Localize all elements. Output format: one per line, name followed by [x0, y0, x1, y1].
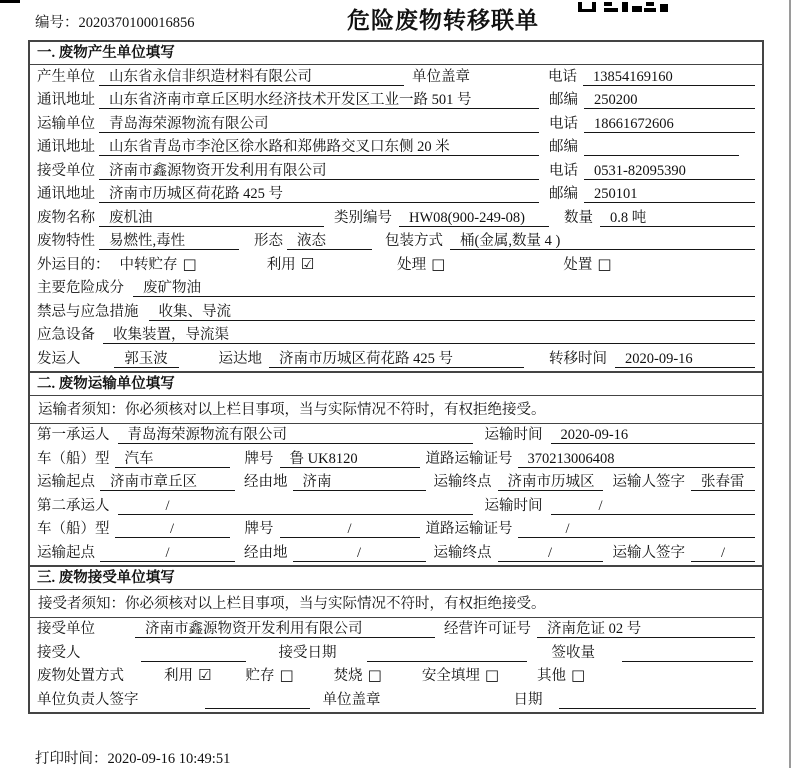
accept-person-value: [141, 644, 246, 662]
carrier2-via-value: /: [293, 544, 426, 562]
accept-unit-value: 济南市鑫源物资开发利用有限公司: [135, 620, 435, 638]
hazard-value: 废矿物油: [133, 279, 755, 297]
vehicle-label: 车（船）型: [37, 450, 110, 467]
purpose-option-treat: [397, 253, 445, 274]
phone-label: 电话: [549, 162, 578, 179]
producer-address-value: 山东省济南市章丘区明水经济技术开发区工业一路 501 号: [99, 91, 539, 109]
carrier2-vehicle-value: /: [115, 520, 230, 538]
carrier2-time-value: /: [551, 497, 756, 515]
row-waste-name: [30, 206, 762, 230]
row-receiver: [30, 159, 762, 183]
row-manager-sign: [30, 688, 762, 712]
row-emergency: [30, 300, 762, 324]
permit-label: 道路运输证号: [425, 450, 513, 467]
destination-value: 济南市历城区荷花路 425 号: [269, 350, 524, 368]
permit-label: 道路运输证号: [425, 521, 513, 537]
row-equipment: [30, 324, 762, 348]
producer-label: 产生单位: [37, 68, 95, 85]
disposal-option-label: 安全填埋: [421, 668, 480, 684]
row-carrier1-vehicle: [30, 447, 762, 471]
carrier1-end-value: 济南市历城区: [498, 473, 603, 491]
carrier2-end-value: /: [498, 544, 603, 562]
row-hazard: [30, 277, 762, 301]
quantity-label: 数量: [564, 209, 593, 226]
checkbox-unchecked-icon: □: [431, 254, 446, 273]
receiver-phone-value: 0531-82095390: [584, 162, 755, 180]
row-accept-person: [30, 641, 762, 665]
disposal-label: 废物处置方式: [37, 668, 124, 684]
row-producer: [30, 65, 762, 89]
disposal-option-landfill: [422, 664, 499, 685]
disposal-option-label: 贮存: [245, 668, 275, 684]
shipper-value: 郭玉波: [114, 350, 179, 368]
form-label: 形态: [254, 233, 283, 249]
purpose-option-label: 中转贮存: [119, 256, 178, 273]
zip-label: 邮编: [549, 186, 578, 202]
row-carrier2: [30, 494, 762, 518]
transfer-time-label: 转移时间: [549, 350, 607, 367]
accept-person-label: 接受人: [37, 644, 81, 661]
shipper-label: 发运人: [37, 350, 81, 367]
row-transporter-address: [30, 136, 762, 160]
category-label: 类别编号: [334, 209, 392, 226]
amount-label: 签收量: [551, 644, 595, 661]
disposal-option-other: [537, 664, 585, 685]
character-label: 废物特性: [37, 233, 95, 249]
license-value: 济南危证 02 号: [537, 620, 755, 638]
checkbox-unchecked-icon: □: [279, 666, 294, 684]
disposal-option-utilize: [164, 664, 211, 685]
address-label: 通讯地址: [37, 186, 95, 202]
producer-value: 山东省永信非织造材料有限公司: [99, 68, 404, 86]
manager-sign-value: [205, 691, 310, 709]
equipment-label: 应急设备: [37, 327, 95, 343]
checkbox-checked-icon: ☑: [300, 254, 315, 273]
serial-label: 编号：: [35, 15, 79, 31]
address-label: 通讯地址: [37, 92, 95, 108]
via-label: 经由地: [244, 544, 288, 561]
transfer-time-value: 2020-09-16: [615, 350, 755, 368]
section1-header: 一. 废物产生单位填写: [30, 42, 762, 65]
row-carrier2-vehicle: [30, 518, 762, 542]
disposal-option-label: 焚烧: [333, 668, 363, 684]
carrier2-origin-value: /: [100, 544, 235, 562]
purpose-option-label: 处理: [397, 256, 427, 273]
accept-date-value: [367, 644, 527, 662]
manager-sign-label: 单位负责人签字: [37, 691, 139, 708]
transporter-phone-value: 18661672606: [584, 115, 755, 133]
producer-phone-value: 13854169160: [583, 68, 755, 86]
carrier1-origin-value: 济南市章丘区: [100, 473, 235, 491]
phone-label: 电话: [549, 115, 578, 132]
transporter-address-value: 山东省青岛市李沧区徐水路和郑佛路交叉口东侧 20 米: [99, 138, 539, 156]
purpose-option-utilize: [267, 253, 314, 274]
purpose-option-dispose: [563, 253, 611, 274]
plate-label: 牌号: [244, 521, 274, 537]
section2-notice: 运输者须知：你必须核对以上栏目事项，当与实际情况不符时，有权拒绝接受。: [30, 396, 762, 424]
row-purpose: [30, 253, 762, 277]
sign-label: 运输人签字: [612, 544, 685, 561]
row-accept-unit: [30, 618, 762, 642]
accept-unit-label: 接受单位: [37, 621, 95, 637]
transport-time-label: 运输时间: [484, 497, 543, 514]
carrier2-sign-value: /: [691, 544, 755, 562]
row-carrier2-route: [30, 541, 762, 565]
license-label: 经营许可证号: [444, 621, 531, 637]
checkbox-unchecked-icon: □: [571, 666, 586, 684]
purpose-option-label: 利用: [266, 256, 296, 273]
date-label: 日期: [513, 691, 543, 708]
page-title: 危险废物转移联单: [347, 8, 539, 33]
section3-notice: 接受者须知：你必须核对以上栏目事项，当与实际情况不符时，有权拒绝接受。: [30, 590, 762, 618]
end-label: 运输终点: [433, 474, 492, 490]
disposal-option-storage: [245, 664, 293, 685]
disposal-option-incinerate: [334, 664, 382, 685]
vehicle-label: 车（船）型: [37, 521, 110, 537]
character-value: 易燃性,毒性: [99, 232, 239, 250]
qr-code-icon: [578, 0, 670, 18]
row-disposal: [30, 665, 762, 689]
transporter-value: 青岛海荣源物流有限公司: [99, 115, 539, 133]
document-header: [0, 0, 796, 40]
carrier2-plate-value: /: [280, 520, 420, 538]
amount-value: [622, 644, 753, 662]
section3-header: 三. 废物接受单位填写: [30, 565, 762, 590]
row-waste-character: [30, 230, 762, 254]
print-time-label: 打印时间：: [35, 751, 108, 767]
receiver-address-value: 济南市历城区荷花路 425 号: [99, 185, 539, 203]
date2-value: [559, 691, 756, 709]
carrier1-sign-value: 张春雷: [691, 473, 755, 491]
receiver-label: 接受单位: [37, 162, 95, 179]
purpose-option-label: 处置: [563, 256, 593, 273]
transport-time-label: 运输时间: [484, 427, 543, 443]
end-label: 运输终点: [433, 544, 492, 561]
section2-header: 二. 废物运输单位填写: [30, 371, 762, 396]
waste-name-value: 废机油: [99, 209, 324, 227]
checkbox-unchecked-icon: □: [484, 666, 500, 684]
carrier2-value: /: [118, 497, 473, 515]
emergency-value: 收集、导流: [149, 303, 756, 321]
form-value: 液态: [287, 232, 372, 250]
print-time: [35, 747, 230, 768]
phone-label: 电话: [548, 68, 577, 85]
seal-label: 单位盖章: [322, 691, 381, 708]
zip-label: 邮编: [549, 139, 578, 155]
origin-label: 运输起点: [37, 544, 95, 561]
carrier1-time-value: 2020-09-16: [551, 426, 756, 444]
plate-label: 牌号: [244, 450, 274, 467]
carrier1-vehicle-value: 汽车: [115, 450, 230, 468]
page-edge-divider: [789, 0, 791, 768]
print-time-value: 2020-09-16 10:49:51: [107, 751, 231, 767]
row-shipper: [30, 347, 762, 371]
carrier1-value: 青岛海荣源物流有限公司: [118, 426, 473, 444]
waste-name-label: 废物名称: [37, 209, 95, 226]
checkbox-unchecked-icon: □: [597, 254, 612, 273]
manifest-form: [28, 40, 764, 714]
checkbox-unchecked-icon: □: [367, 666, 382, 684]
producer-zip-value: 250200: [584, 91, 755, 109]
serial-value: 2020370100016856: [78, 15, 195, 31]
carrier1-permit-value: 370213006408: [518, 450, 756, 468]
sign-label: 运输人签字: [612, 474, 685, 490]
hazard-label: 主要危险成分: [37, 280, 124, 296]
quantity-value: 0.8 吨: [600, 209, 755, 227]
checkbox-checked-icon: ☑: [198, 666, 212, 684]
carrier1-label: 第一承运人: [37, 427, 110, 443]
disposal-option-label: 其他: [537, 668, 567, 684]
zip-label: 邮编: [549, 92, 578, 108]
carrier2-label: 第二承运人: [37, 497, 110, 514]
purpose-option-transfer-storage: [120, 253, 197, 274]
row-transporter: [30, 112, 762, 136]
packing-label: 包装方式: [385, 233, 443, 249]
row-carrier1: [30, 424, 762, 448]
packing-value: 桶(金属,数量 4 ): [450, 232, 755, 250]
emergency-label: 禁忌与应急措施: [37, 303, 139, 320]
carrier2-permit-value: /: [518, 520, 756, 538]
row-producer-address: [30, 89, 762, 113]
receiver-value: 济南市鑫源物资开发利用有限公司: [99, 162, 539, 180]
address-label: 通讯地址: [37, 139, 95, 155]
disposal-option-label: 利用: [164, 668, 193, 684]
transporter-label: 运输单位: [37, 115, 95, 132]
carrier1-plate-value: 鲁 UK8120: [280, 450, 420, 468]
destination-label: 运达地: [218, 350, 262, 367]
origin-label: 运输起点: [37, 474, 95, 490]
seal-label: 单位盖章: [412, 68, 470, 85]
carrier1-via-value: 济南: [293, 473, 426, 491]
transporter-zip-value: [584, 138, 739, 156]
receiver-zip-value: 250101: [584, 185, 755, 203]
row-carrier1-route: [30, 471, 762, 495]
purpose-label: 外运目的：: [37, 256, 110, 273]
equipment-value: 收集装置，导流渠: [103, 326, 755, 344]
row-receiver-address: [30, 183, 762, 207]
checkbox-unchecked-icon: □: [182, 254, 197, 273]
category-value: HW08(900-249-08): [399, 209, 549, 227]
accept-date-label: 接受日期: [278, 644, 337, 661]
via-label: 经由地: [244, 474, 288, 490]
